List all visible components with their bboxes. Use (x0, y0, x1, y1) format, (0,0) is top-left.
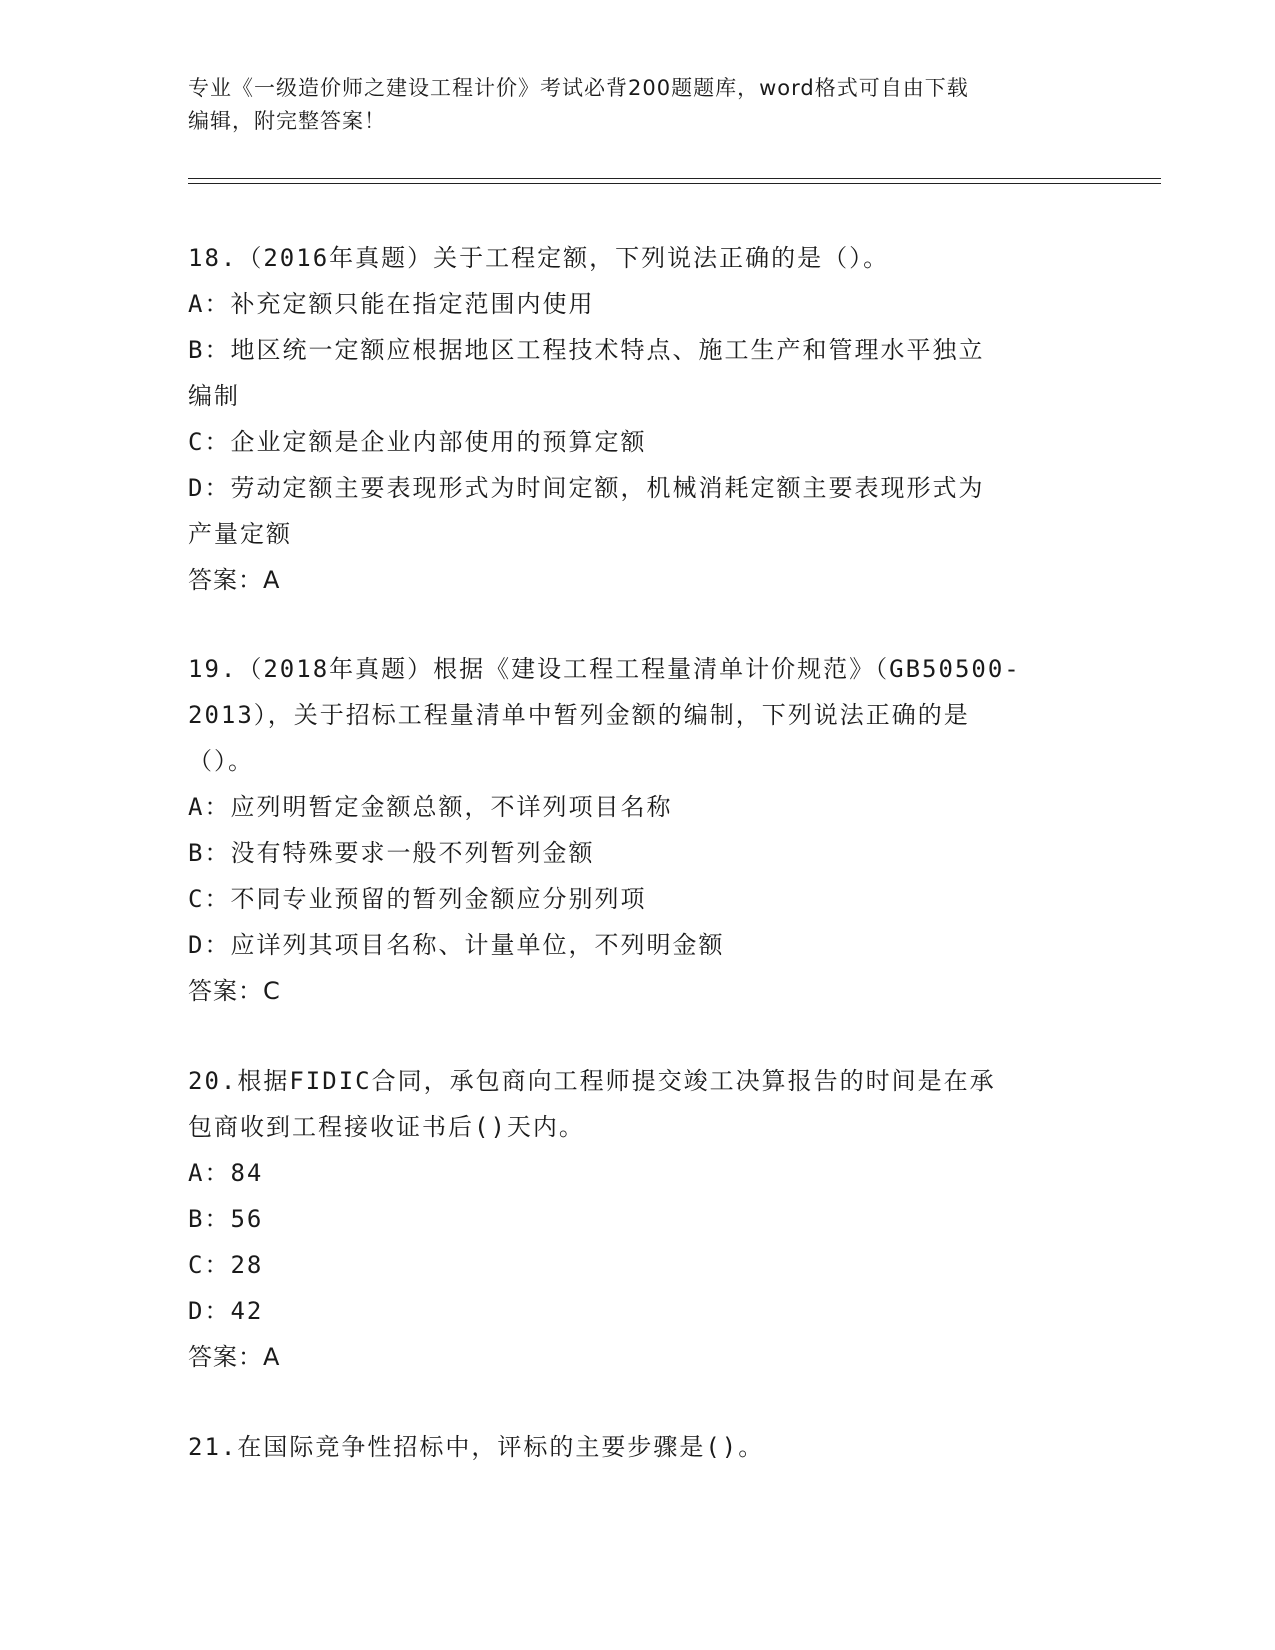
question-stem: 18.（2016年真题）关于工程定额，下列说法正确的是（）。 (188, 244, 890, 272)
option-c: C：企业定额是企业内部使用的预算定额 (188, 428, 647, 456)
option-d: D：劳动定额主要表现形式为时间定额，机械消耗定额主要表现形式为 (188, 474, 985, 502)
question-stem-continued: 包商收到工程接收证书后()天内。 (188, 1113, 585, 1141)
option-a: A：补充定额只能在指定范围内使用 (188, 290, 595, 318)
question-stem: 21.在国际竞争性招标中，评标的主要步骤是()。 (188, 1433, 765, 1461)
answer: 答案：A (188, 1343, 281, 1371)
option-c: C：不同专业预留的暂列金额应分别列项 (188, 885, 647, 913)
option-a: A：应列明暂定金额总额，不详列项目名称 (188, 793, 673, 821)
option-a: A：84 (188, 1159, 264, 1187)
option-d: D：42 (188, 1297, 264, 1325)
option-b: B：56 (188, 1205, 264, 1233)
option-c: C：28 (188, 1251, 264, 1279)
question-18 (188, 235, 1088, 603)
question-stem: 19.（2018年真题）根据《建设工程工程量清单计价规范》（GB50500- (188, 655, 1021, 683)
question-21 (188, 1424, 1088, 1470)
question-stem: 20.根据FIDIC合同，承包商向工程师提交竣工决算报告的时间是在承 (188, 1067, 996, 1095)
header-divider-top (188, 178, 1161, 179)
header-divider-bottom (188, 183, 1161, 184)
header-line-1: 专业《一级造价师之建设工程计价》考试必背200题题库，word格式可自由下载 (188, 76, 969, 100)
question-20 (188, 1058, 1088, 1380)
question-19 (188, 646, 1088, 1014)
question-stem-continued: （）。 (188, 747, 254, 775)
option-b: B：地区统一定额应根据地区工程技术特点、施工生产和管理水平独立 (188, 336, 985, 364)
option-d: D：应详列其项目名称、计量单位，不列明金额 (188, 931, 725, 959)
answer: 答案：A (188, 566, 281, 594)
option-b: B：没有特殊要求一般不列暂列金额 (188, 839, 595, 867)
option-d-continued: 产量定额 (188, 520, 292, 548)
header-line-2: 编辑，附完整答案！ (188, 109, 386, 133)
question-stem-continued: 2013），关于招标工程量清单中暂列金额的编制，下列说法正确的是 (188, 701, 970, 729)
document-header (188, 72, 1088, 138)
answer: 答案：C (188, 977, 281, 1005)
option-b-continued: 编制 (188, 382, 240, 410)
